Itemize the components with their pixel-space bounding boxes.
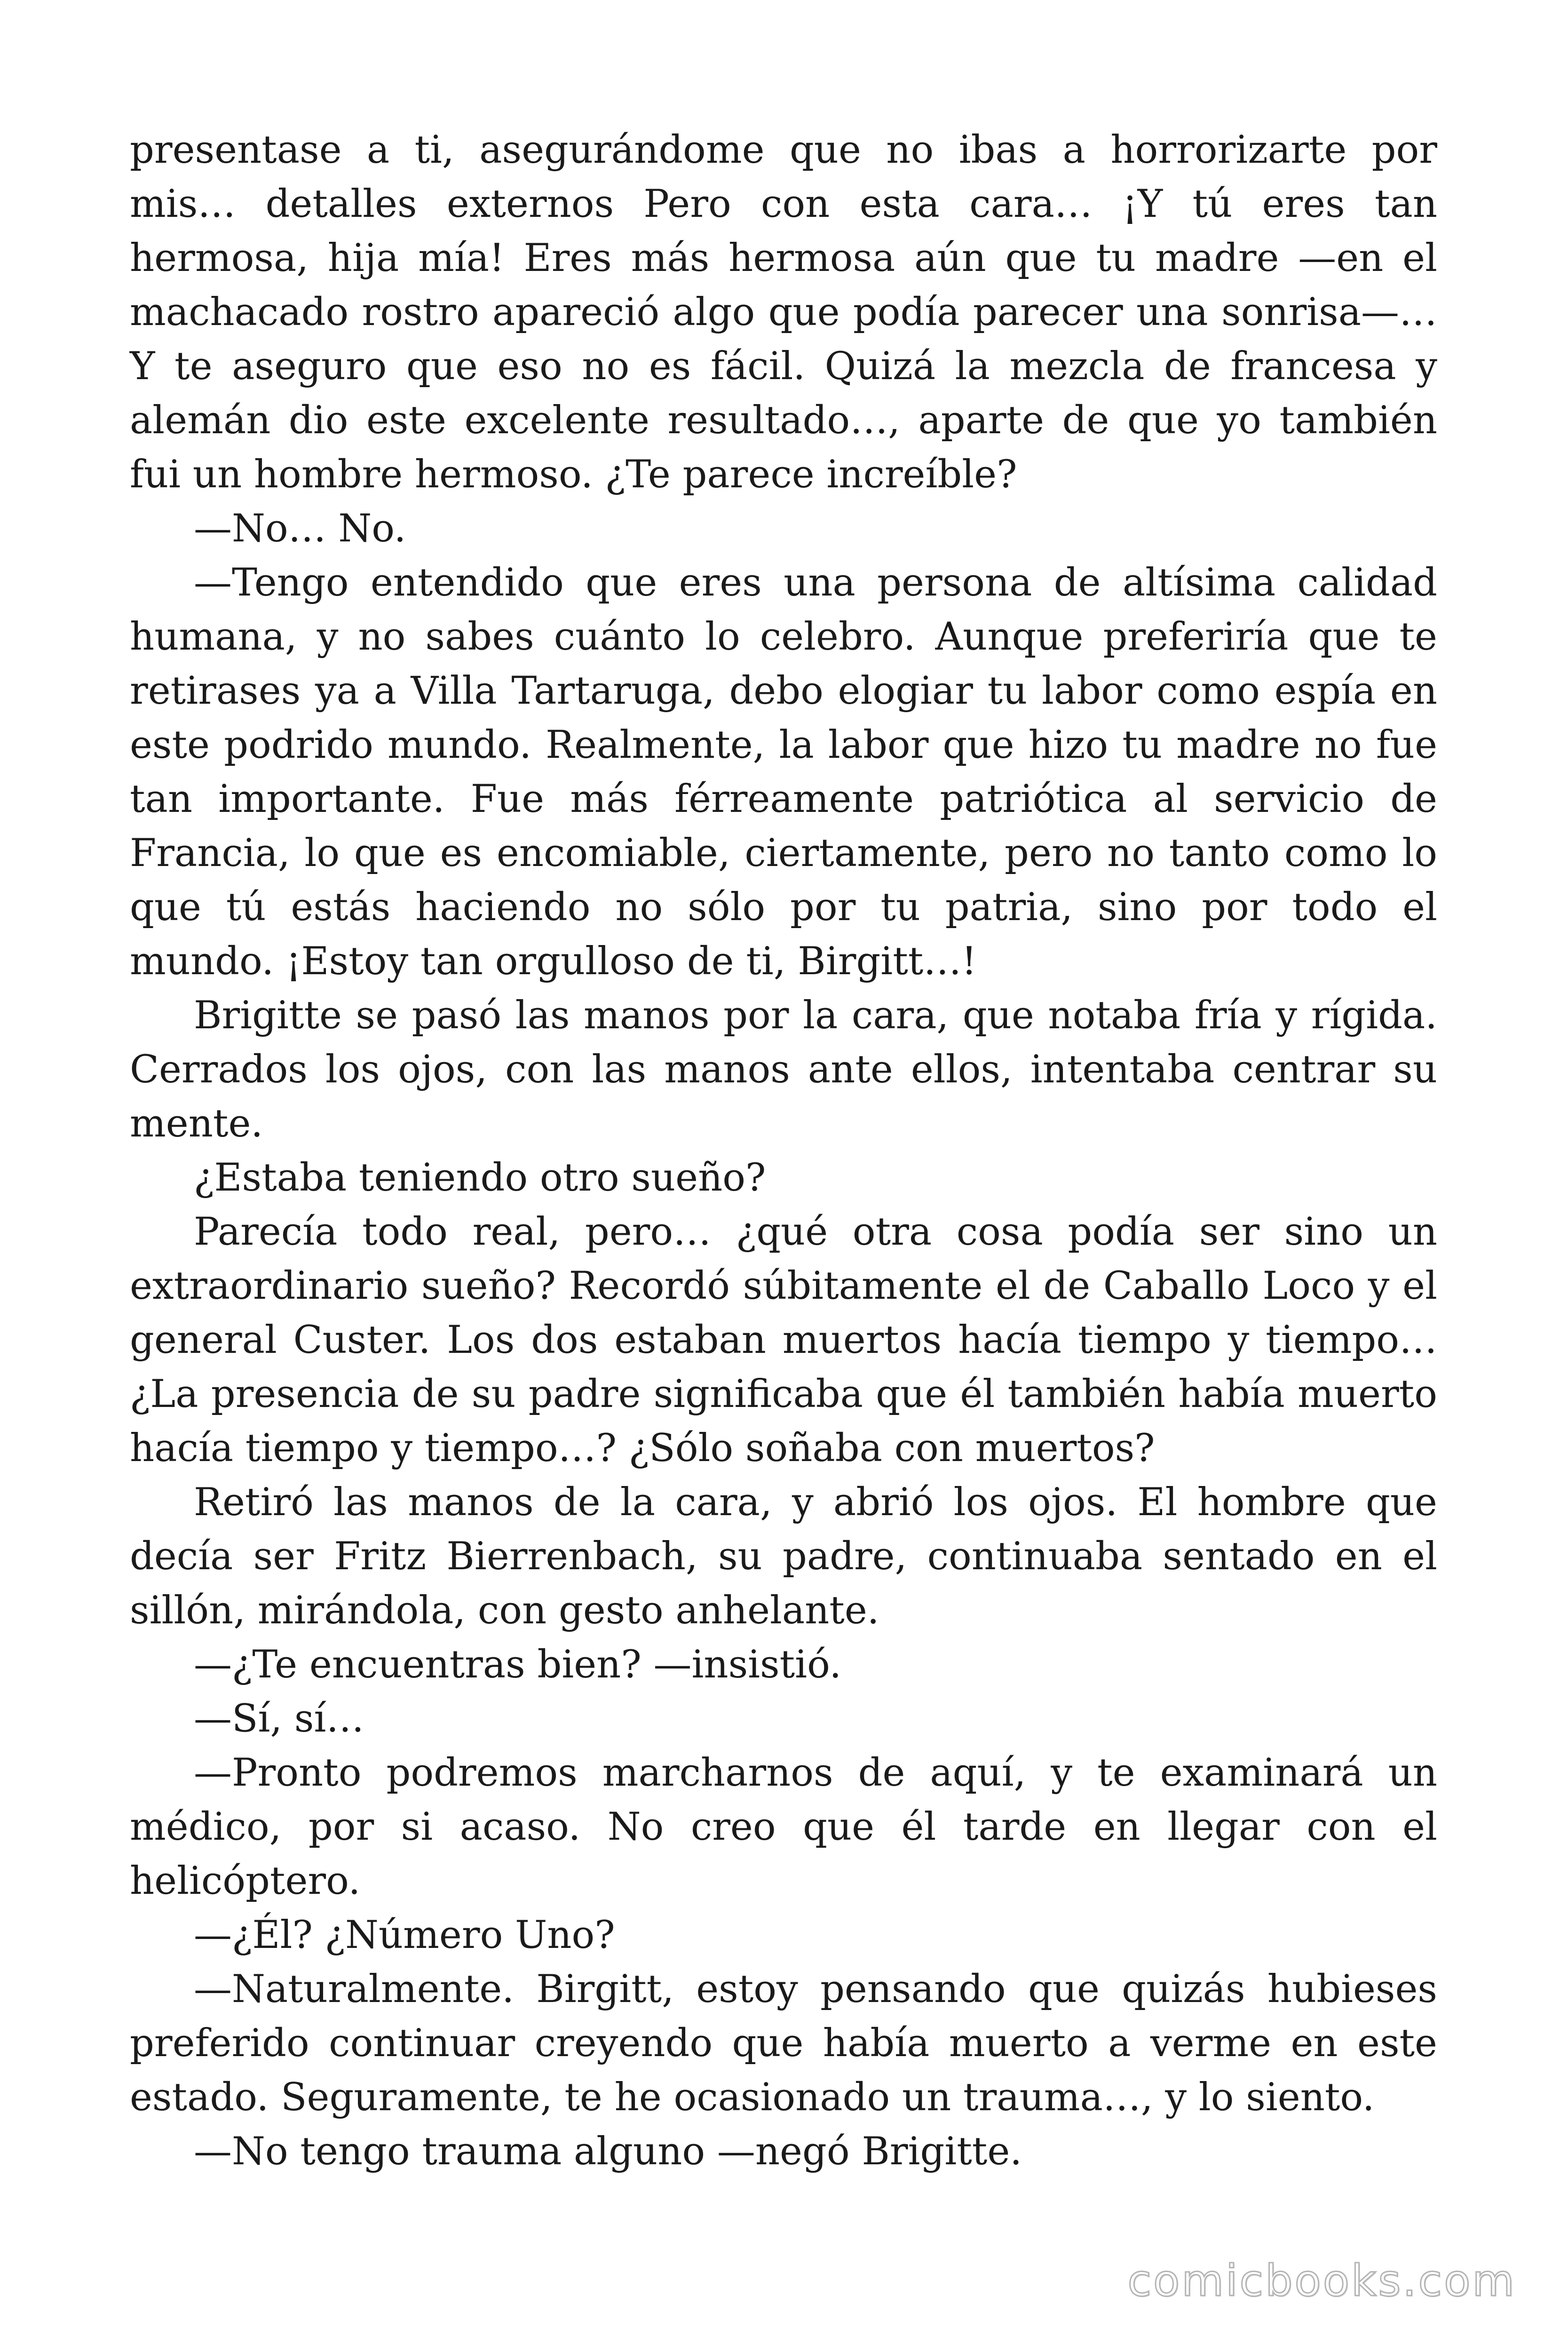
paragraph-dialogue: —Sí, sí…	[194, 1697, 364, 1741]
paragraph-narration: ¿Estaba teniendo otro sueño?	[194, 1156, 766, 1200]
paragraph-narration: Brigitte se pasó las manos por la cara, que notaba fría y rígida. Cerrados los ojos, con las manos ante ellos, intentaba centrar su mente.	[130, 993, 1437, 1146]
paragraph-dialogue: —Tengo entendido que eres una persona de altísima calidad humana, y no sabes cuánto lo celebro. Aunque preferiría que te retirases ya a Villa Tartaruga, debo elogiar tu labor como espía en este podrido mundo. Realmente, la labor que hizo tu madre no fue tan importante. Fue más férreamente patriótica al servicio de Francia, lo que es encomiable, ciertamente, pero no tanto como lo que tú estás haciendo no sólo por tu patria, sino por todo el mundo. ¡Estoy tan orgulloso de ti, Birgitt…!	[130, 561, 1437, 984]
paragraph-continuation: presentase a ti, asegurándome que no ibas a horrorizarte por mis… detalles externos Pero con esta cara… ¡Y tú eres tan hermosa, hija mía! Eres más hermosa aún que tu madre —en el machacado rostro apareció algo que podía parecer una sonrisa—… Y te aseguro que eso no es fácil. Quizá la mezcla de francesa y alemán dio este excelente resultado…, aparte de que yo también fui un hombre hermoso. ¿Te parece increíble?	[130, 128, 1437, 497]
paragraph-dialogue: —No… No.	[194, 507, 406, 551]
paragraph-dialogue: —No tengo trauma alguno —negó Brigitte.	[194, 2130, 1022, 2174]
paragraph-dialogue: —Naturalmente. Birgitt, estoy pensando que quizás hubieses preferido continuar creyendo que había muerto a verme en este estado. Seguramente, te he ocasionado un trauma…, y lo siento.	[130, 1967, 1437, 2120]
paragraph-narration: Retiró las manos de la cara, y abrió los ojos. El hombre que decía ser Fritz Bierrenbach, su padre, continuaba sentado en el sillón, mirándola, con gesto anhelante.	[130, 1480, 1437, 1633]
body-text	[130, 123, 1437, 2179]
paragraph-dialogue: —¿Te encuentras bien? —insistió.	[194, 1643, 842, 1687]
paragraph-narration: Parecía todo real, pero… ¿qué otra cosa podía ser sino un extraordinario sueño? Recordó súbitamente el de Caballo Loco y el general Custer. Los dos estaban muertos hacía tiempo y tiempo… ¿La presencia de su padre significaba que él también había muerto hacía tiempo y tiempo…? ¿Sólo soñaba con muertos?	[130, 1210, 1437, 1470]
paragraph-dialogue: —¿Él? ¿Número Uno?	[194, 1913, 615, 1957]
watermark: comicbooks.com	[1127, 2256, 1516, 2306]
paragraph-dialogue: —Pronto podremos marcharnos de aquí, y te examinará un médico, por si acaso. No creo que él tarde en llegar con el helicóptero.	[130, 1751, 1437, 1903]
